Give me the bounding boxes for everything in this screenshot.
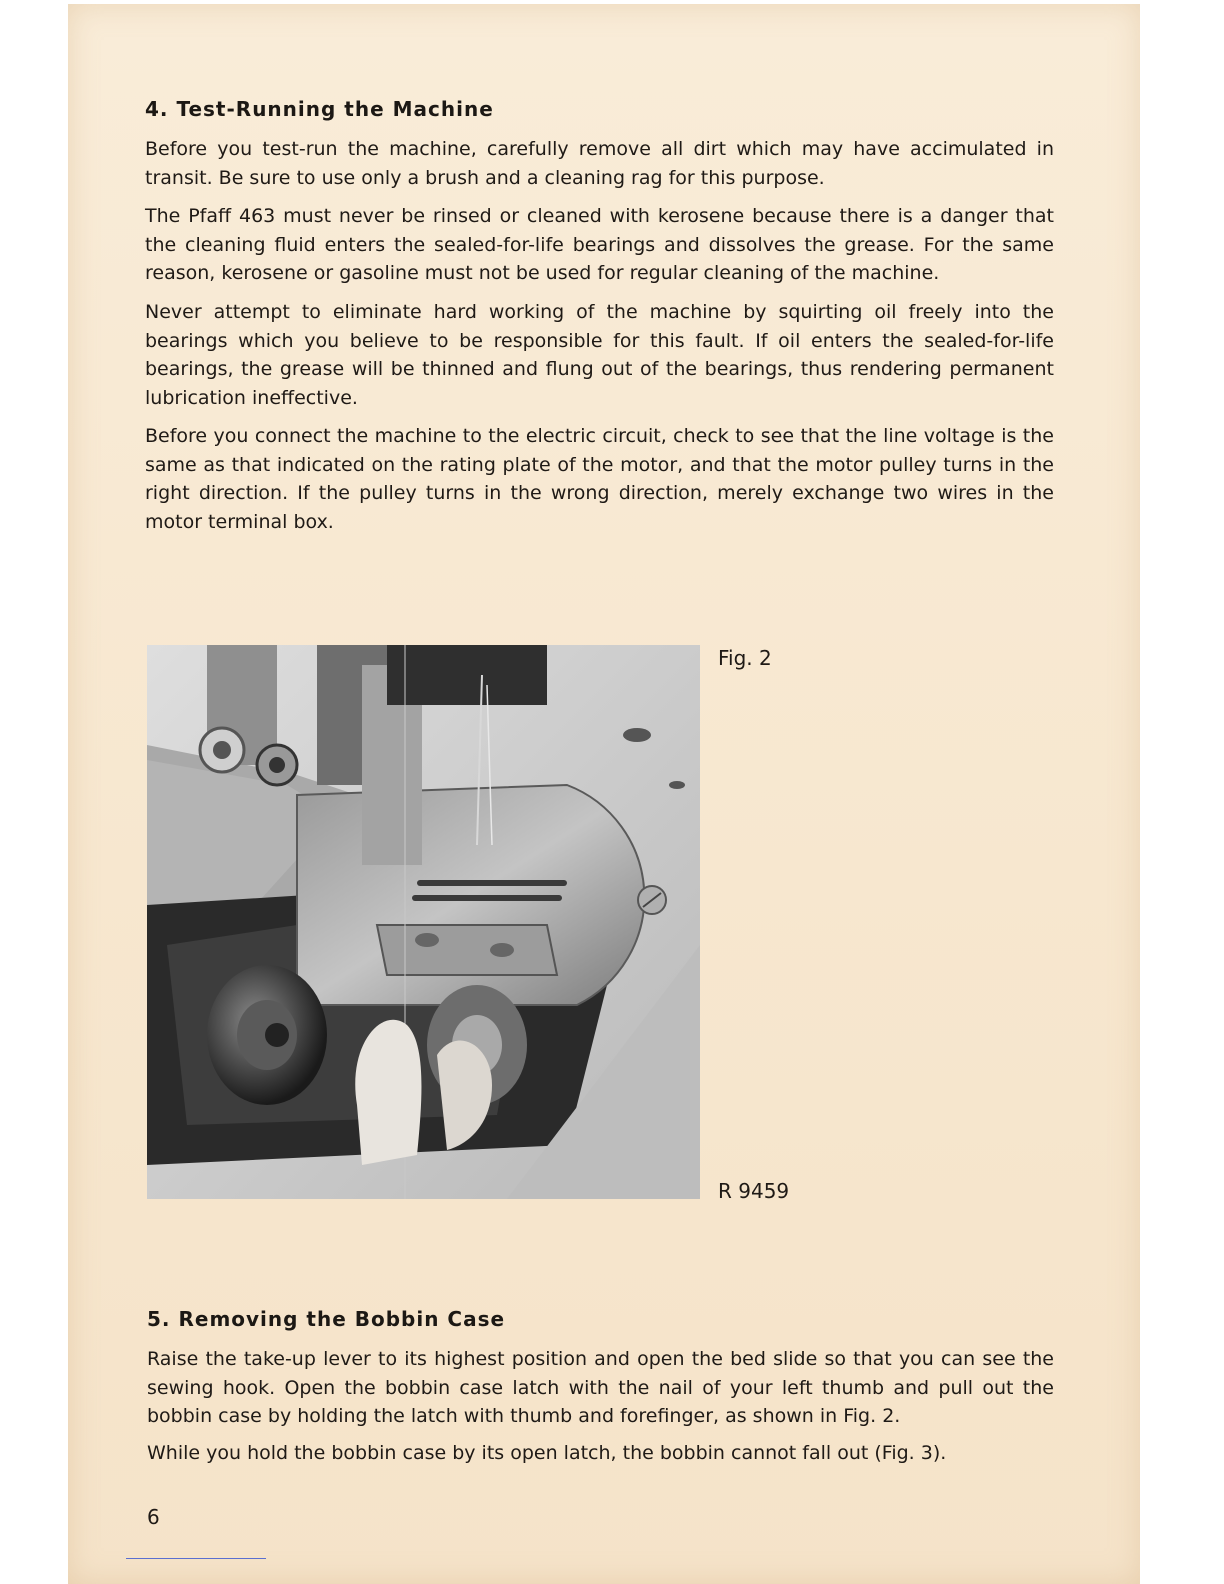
page-number: 6 [147, 1505, 160, 1529]
section-4-paragraph-3: Never attempt to eliminate hard working of the machine by squirting oil freely into the bearings which you believe to be responsible for this fault. If oil enters the sealed-for-life bearings, the grease will be thinned and flung out of the bearings, thus rendering permanent lubrication ineffective. [145, 301, 1054, 409]
section-5-paragraph-2: While you hold the bobbin case by its open latch, the bobbin cannot fall out (Fig. 3). [147, 1442, 947, 1464]
section-4-paragraph-4: Before you connect the machine to the electric circuit, check to see that the line voltage is the same as that indicated on the rating plate of the motor, and that the motor pulley turns in the right direction. If the pulley turns in the wrong direction, merely exchange two wires in the motor terminal box. [145, 425, 1054, 533]
sewing-machine-photo-icon [147, 645, 700, 1199]
section-5-heading: 5. Removing the Bobbin Case [147, 1307, 506, 1331]
figure-2-photo [147, 645, 700, 1199]
section-4-paragraph-1: Before you test-run the machine, carefully remove all dirt which may have accimulated in transit. Be sure to use only a brush and a cleaning rag for this purpose. [145, 138, 1054, 189]
figure-caption: Fig. 2 [718, 646, 772, 670]
figure-reference-number: R 9459 [718, 1179, 790, 1203]
bottom-link-underline [126, 1558, 266, 1559]
section-5-paragraph-1: Raise the take-up lever to its highest position and open the bed slide so that you can see the sewing hook. Open the bobbin case latch with the nail of your left thumb and pull out the bobbin case by holding the latch with thumb and forefinger, as shown in Fig. 2. [147, 1348, 1054, 1427]
section-4-heading: 4. Test-Running the Machine [145, 97, 494, 121]
section-4-paragraph-2: The Pfaff 463 must never be rinsed or cleaned with kerosene because there is a danger that the cleaning fluid enters the sealed-for-life bearings and dissolves the grease. For the same reason, kerosene or gasoline must not be used for regular cleaning of the machine. [145, 205, 1054, 284]
